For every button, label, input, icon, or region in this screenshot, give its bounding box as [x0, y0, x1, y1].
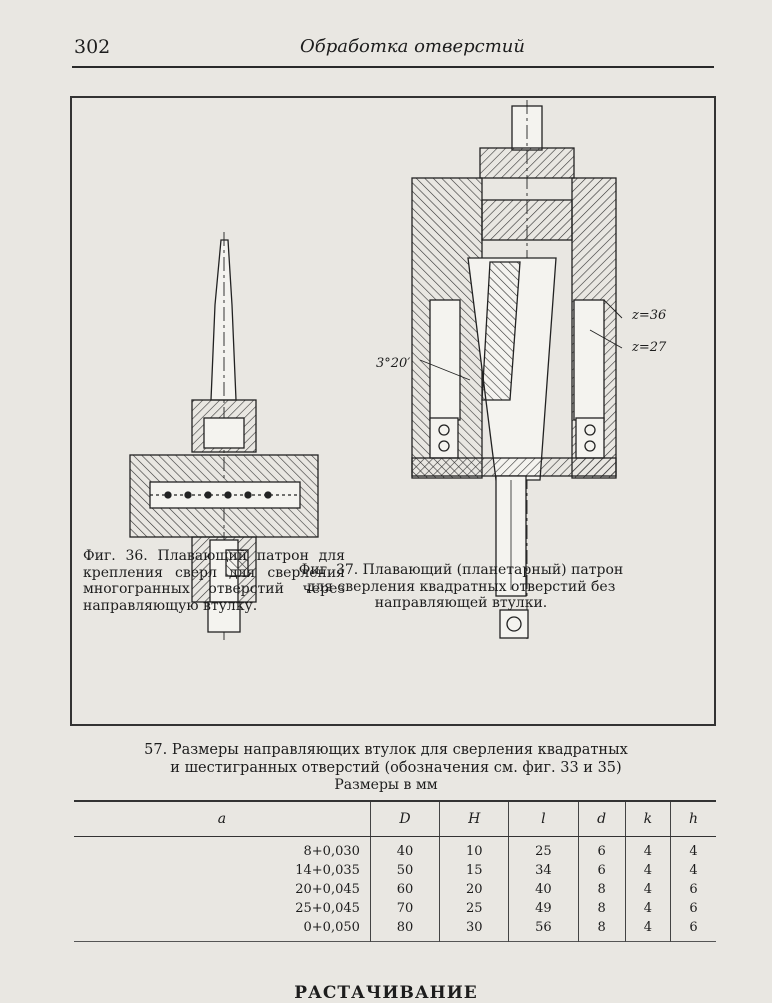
column-d: [578, 837, 625, 942]
cell: 25: [465, 901, 483, 916]
page-number: 302: [74, 36, 111, 58]
header-a: a: [74, 801, 370, 837]
figure-36-caption: Фиг. 36. Плавающий патрон для крепления сверл для сверления многогранных отверстий через направляющую втулку.: [83, 548, 345, 614]
cell: 40: [535, 882, 552, 897]
cell: 15: [465, 863, 483, 878]
cell: 20: [465, 882, 483, 897]
header-k: k: [625, 801, 670, 837]
cell: 34: [535, 863, 552, 878]
figure-37-drawing: [412, 100, 622, 640]
cell: 6: [689, 901, 698, 916]
header-H: H: [440, 801, 509, 837]
cell: 49: [535, 901, 552, 916]
fig37-label-angle: 3°20′: [376, 356, 411, 371]
cell: 6: [597, 863, 606, 878]
cell: 25+0,045: [295, 901, 360, 916]
cell: 8: [597, 882, 606, 897]
cell: 4: [643, 844, 652, 859]
fig36-taper-shank: [211, 240, 236, 400]
column-D: [370, 837, 439, 942]
cell: 56: [535, 920, 552, 935]
header-D: D: [370, 801, 439, 837]
cell: 10: [465, 844, 483, 859]
fig37-bottom-plate: [412, 458, 616, 476]
cell: 4: [643, 863, 652, 878]
cell: 80: [396, 920, 414, 935]
dimensions-table: [74, 800, 716, 942]
cell: 50: [396, 863, 414, 878]
cell: 8+0,030: [303, 844, 360, 859]
running-title: Обработка отверстий: [300, 36, 525, 57]
column-H: [440, 837, 509, 942]
fig37-label-z27: z=27: [632, 340, 667, 355]
cell: 8: [597, 901, 606, 916]
cell: 60: [396, 882, 414, 897]
table-header-row: [74, 801, 716, 837]
cell: 70: [396, 901, 414, 916]
column-a: [74, 837, 370, 942]
cell: 20+0,045: [295, 882, 360, 897]
fig37-square-hole: [500, 610, 528, 638]
cell: 8: [597, 920, 606, 935]
column-h: [671, 837, 717, 942]
cell: 0+0,050: [303, 920, 360, 935]
cell: 6: [597, 844, 606, 859]
table-row: [74, 837, 716, 942]
column-l: [509, 837, 578, 942]
header-h: h: [671, 801, 717, 837]
fig37-top-nut: [480, 148, 574, 178]
table-title: [0, 741, 772, 777]
cell: 6: [689, 920, 698, 935]
cell: 4: [643, 920, 652, 935]
cell: 4: [689, 844, 698, 859]
cell: 14+0,035: [295, 863, 360, 878]
fig37-label-z36: z=36: [632, 308, 667, 323]
header-l: l: [509, 801, 578, 837]
header-d: d: [578, 801, 625, 837]
cell: 40: [396, 844, 414, 859]
cell: 4: [643, 901, 652, 916]
cell: 30: [465, 920, 483, 935]
table-title-line2: и шестигранных отверстий (обозначения см. фиг. 33 и 35): [170, 760, 622, 776]
section-heading: РАСТАЧИВАНИЕ: [294, 983, 478, 1003]
cell: 6: [689, 882, 698, 897]
column-k: [625, 837, 670, 942]
figure-37-caption: Фиг. 37. Плавающий (планетарный) патрон для сверления квадратных отверстий без направляющей втулки.: [298, 562, 624, 611]
cell: 4: [643, 882, 652, 897]
cell: 4: [689, 863, 698, 878]
table-title-line1: 57. Размеры направляющих втулок для сверления квадратных: [144, 742, 628, 758]
table-units: Размеры в мм: [334, 777, 438, 793]
cell: 25: [535, 844, 552, 859]
